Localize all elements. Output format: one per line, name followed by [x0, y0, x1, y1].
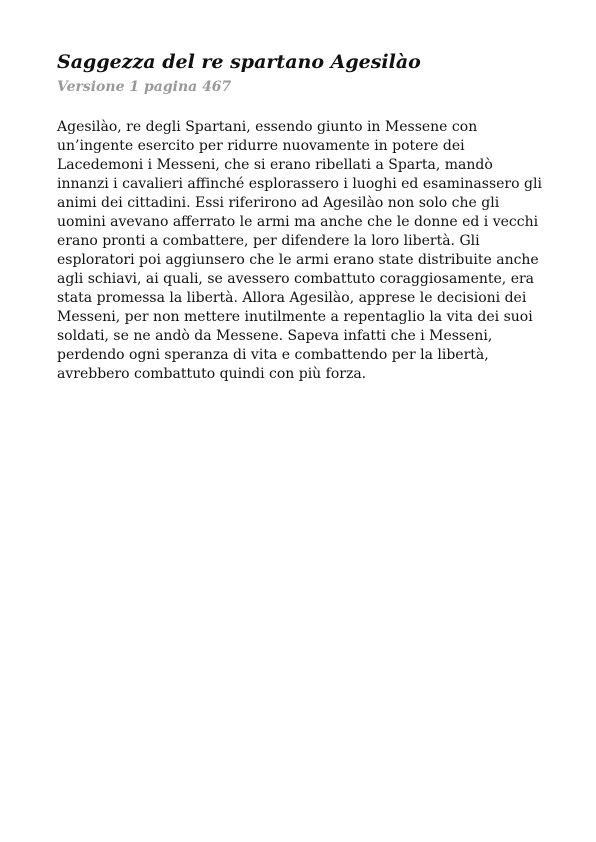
page-subtitle: Versione 1 pagina 467 [57, 79, 232, 95]
paragraph-line: Lacedemoni i Messeni, che si erano ribellati a Sparta, mandò [57, 157, 493, 173]
paragraph-line: stata promessa la libertà. Allora Agesilào, apprese le decisioni dei [57, 290, 527, 306]
paragraph-line: uomini avevano afferrato le armi ma anche che le donne ed i vecchi [57, 214, 539, 230]
paragraph-line: innanzi i cavalieri affinché esplorassero i luoghi ed esaminassero gli [57, 176, 542, 192]
paragraph-line: esploratori poi aggiunsero che le armi erano state distribuite anche [57, 252, 539, 268]
paragraph-line: agli schiavi, ai quali, se avessero combattuto coraggiosamente, era [57, 271, 535, 287]
paragraph-line: animi dei cittadini. Essi riferirono ad Agesilào non solo che gli [57, 195, 500, 211]
body-paragraph [57, 118, 544, 384]
paragraph-line: Agesilào, re degli Spartani, essendo giunto in Messene con [57, 119, 478, 135]
paragraph-line: avrebbero combattuto quindi con più forza. [57, 366, 367, 382]
paragraph-line: Messeni, per non mettere inutilmente a repentaglio la vita dei suoi [57, 309, 533, 325]
page-title: Saggezza del re spartano Agesilào [57, 51, 421, 73]
paragraph-line: soldati, se ne andò da Messene. Sapeva infatti che i Messeni, [57, 328, 493, 344]
paragraph-line: erano pronti a combattere, per difendere la loro libertà. Gli [57, 233, 480, 249]
paragraph-line: un’ingente esercito per ridurre nuovamente in potere dei [57, 138, 465, 154]
paragraph-line: perdendo ogni speranza di vita e combattendo per la libertà, [57, 347, 489, 363]
